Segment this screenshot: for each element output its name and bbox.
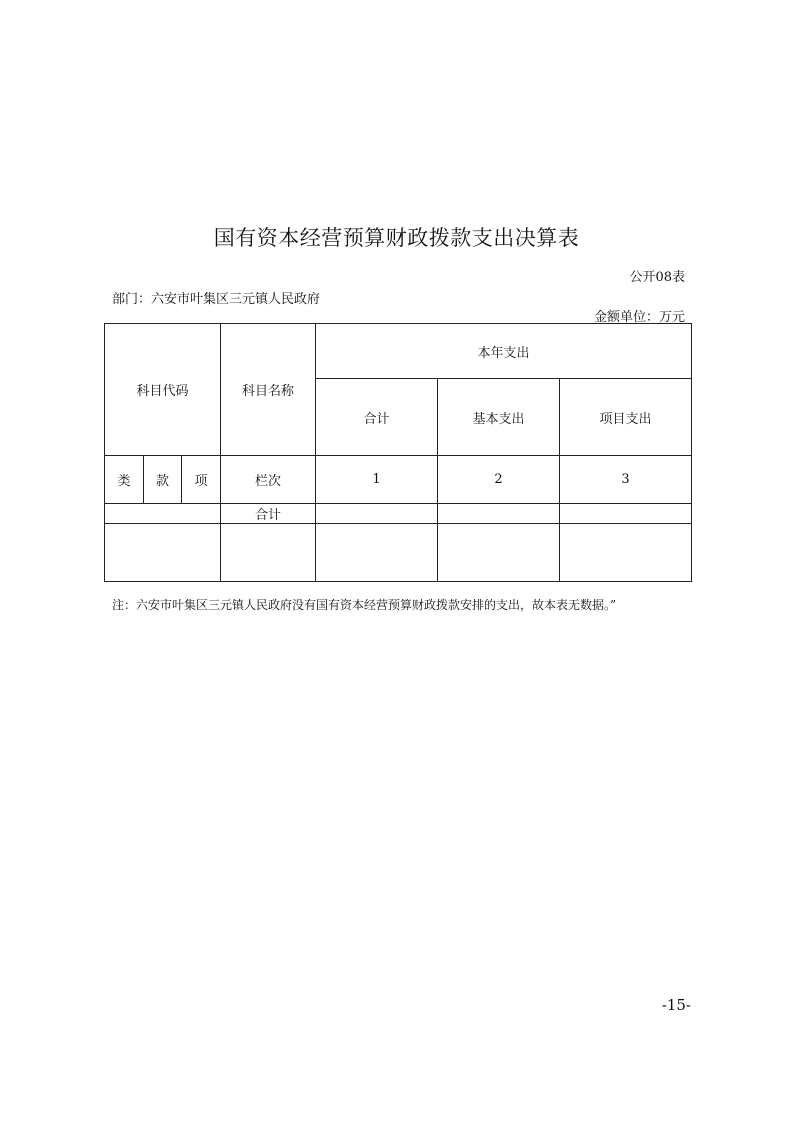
empty-row-basic-cell bbox=[438, 524, 560, 582]
department-label: 部门：六安市叶集区三元镇人民政府 bbox=[112, 292, 321, 307]
page-title: 国有资本经营预算财政拨款支出决算表 bbox=[213, 226, 580, 250]
column-index-1: 1 bbox=[316, 456, 438, 504]
basic-expense-header: 基本支出 bbox=[438, 379, 560, 456]
empty-row-name-cell bbox=[221, 524, 316, 582]
page-number: -15- bbox=[661, 996, 691, 1014]
column-order-cell: 栏次 bbox=[221, 456, 316, 504]
column-index-2: 2 bbox=[438, 456, 560, 504]
budget-table bbox=[104, 323, 692, 582]
subject-code-header: 科目代码 bbox=[105, 324, 221, 456]
form-number: 公开08表 bbox=[629, 270, 685, 285]
amount-unit-label: 金额单位：万元 bbox=[593, 310, 685, 325]
table-note: 注：六安市叶集区三元镇人民政府没有国有资本经营预算财政拨款安排的支出，故本表无数据。” bbox=[112, 598, 617, 612]
total-row-code-cell bbox=[105, 504, 221, 524]
empty-row-code-cell bbox=[105, 524, 221, 582]
subject-name-header: 科目名称 bbox=[221, 324, 316, 456]
empty-row-project-cell bbox=[560, 524, 692, 582]
total-row-total-value bbox=[316, 504, 438, 524]
project-expense-header: 项目支出 bbox=[560, 379, 692, 456]
kuan-cell: 款 bbox=[144, 456, 182, 504]
total-row-basic-value bbox=[438, 504, 560, 524]
column-index-3: 3 bbox=[560, 456, 692, 504]
lei-cell: 类 bbox=[105, 456, 144, 504]
xiang-cell: 项 bbox=[182, 456, 221, 504]
total-row-label: 合计 bbox=[221, 504, 316, 524]
total-header: 合计 bbox=[316, 379, 438, 456]
total-row-project-value bbox=[560, 504, 692, 524]
current-year-expense-header: 本年支出 bbox=[316, 324, 692, 379]
empty-row-total-cell bbox=[316, 524, 438, 582]
